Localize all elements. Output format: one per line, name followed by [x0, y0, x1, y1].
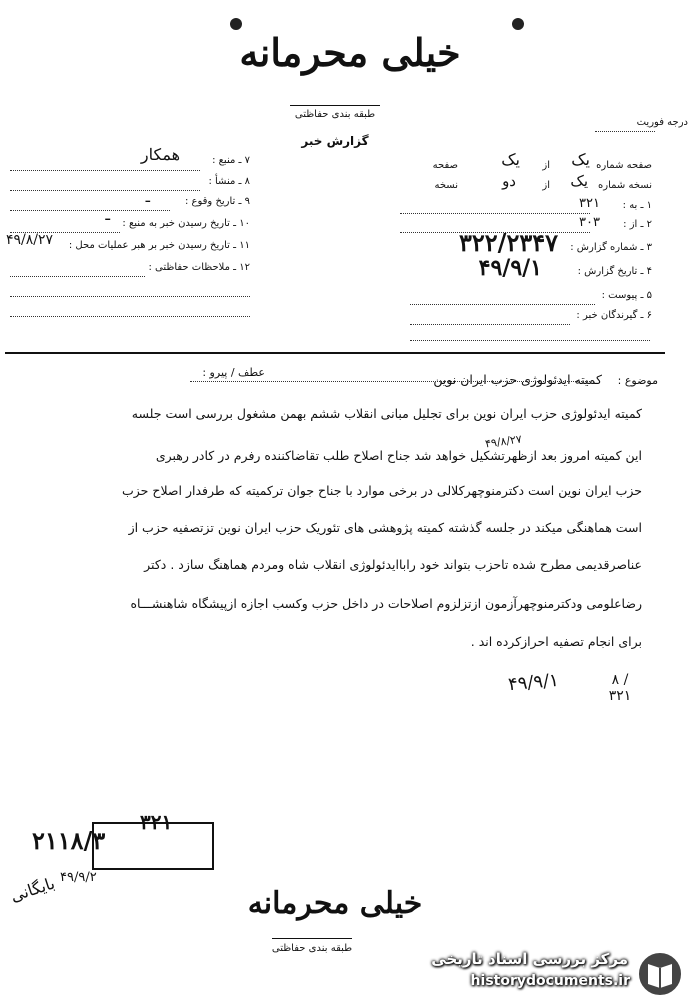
watermark-url: historydocuments.ir [470, 973, 630, 989]
body-line-3: حزب ایران نوین است دکترمنوچهرکلالی در برخی موارد با جناح جوان ترکمیته که طرفدار اصلاح حزب [122, 483, 642, 498]
stamp-bottom: ۴۹/۹/۲ [60, 870, 97, 885]
recipients-label: ۶ ـ گیرندگان خبر : [576, 310, 652, 321]
classification-label: طبقه بندی حفاظتی [294, 109, 376, 120]
body-line-7: برای انجام تصفیه احرازکرده اند . [470, 634, 642, 649]
page-of-value: یک [501, 150, 520, 169]
report-date-label: ۴ ـ تاریخ گزارش : [577, 266, 652, 277]
watermark-name: مرکز بررسی اسناد تاریخی [431, 950, 628, 968]
report-number-label: ۳ ـ شماره گزارش : [570, 242, 652, 253]
handwritten-note: ۴۹/۸/۲۷ [484, 432, 523, 451]
footer-classification-title: خیلی محرمانه [247, 886, 423, 921]
security-notes-label: ۱۲ ـ ملاحظات حفاظتی : [148, 262, 250, 273]
copy-number-label: نسخه شماره [598, 180, 652, 191]
subject-text: کمیته ایدئولوژی حزب ایران نوین [433, 372, 602, 387]
occurrence-date-label: ۹ ـ تاریخ وقوع : [184, 196, 250, 207]
receipt-source-label: ۱۰ ـ تاریخ رسیدن خبر به منبع : [122, 218, 250, 229]
classification-title: خیلی محرمانه [239, 30, 461, 75]
subject-label: موضوع : [617, 374, 658, 387]
body-line-2: این کمیته امروز بعد ازظهرتشکیل خواهد شد جناح اصلاح طلب تقاضاکننده رفرم در کادر رهبری [155, 448, 642, 463]
report-number-value: ۳۲۲/۲۳۴۷ [459, 228, 558, 257]
attachment-label: ۵ ـ پیوست : [601, 290, 652, 301]
report-title: گزارش خبر [301, 134, 369, 148]
punch-hole-icon [230, 18, 242, 30]
body-line-1: کمیته ایدئولوژی حزب ایران نوین برای تجلیل مبانی انقلاب ششم بهمن مشغول بررسی است جلسه [131, 406, 642, 421]
urgency-label: درجه فوریت [636, 117, 688, 128]
occurrence-date-value: ـ [145, 188, 150, 206]
footer-classification-label: طبقه بندی حفاظتی [271, 943, 353, 954]
copy-unit: نسخه [434, 180, 458, 191]
page-unit: صفحه [432, 160, 458, 171]
copy-of-label: از [542, 180, 550, 191]
punch-hole-icon [512, 18, 524, 30]
receipt-ops-value: ۴۹/۸/۲۷ [6, 232, 54, 248]
copy-of-value: دو [502, 172, 516, 190]
source-label: ۷ ـ منبع : [212, 155, 250, 166]
receipt-ops-label: ۱۱ ـ تاریخ رسیدن خبر بر هبر عملیات محل : [68, 240, 250, 251]
to-label: ۱ ـ به : [622, 200, 652, 211]
handwritten-date: ۴۹/۹/۱ [507, 669, 560, 696]
page-number-label: صفحه شماره [596, 160, 652, 171]
origin-label: ۸ ـ منشأ : [208, 176, 250, 187]
source-value: همکار [140, 145, 180, 164]
report-date-value: ۴۹/۹/۱ [478, 255, 542, 281]
page-number-value: یک [571, 150, 590, 169]
signature: بایگانی [8, 873, 58, 906]
to-value: ۳۲۱ [579, 196, 600, 211]
section-divider [5, 352, 665, 354]
from-label: ۲ ـ از : [623, 219, 652, 230]
stamp-top: ۳۲۱ [140, 810, 173, 834]
body-line-4: است هماهنگی میکند در جلسه گذشته کمیته پژوهشی های تئوریک حزب ایران نوین تزتصفیه حزب از [128, 520, 642, 535]
divider [290, 105, 380, 106]
page-of-label: از [542, 160, 550, 171]
handwritten-number: ۸ / ۳۲۱ [608, 672, 632, 704]
from-value: ۳۰۳ [579, 215, 600, 230]
body-line-6: رضاعلومی ودکترمنوچهرآزمون ازتزلزوم اصلاحات در داخل حزب وکسب اجازه ازپیشگاه شاهنشـــاه [130, 596, 642, 611]
reference-label: عطف / پیرو : [202, 366, 265, 379]
body-line-5: عناصرقدیمی مطرح شده تاحزب بتواند خود راباایدئولوژی انقلاب شاه ومردم هماهنگ سازد . دکتر [144, 557, 642, 572]
stamp-middle: ۲۱۱۸/۳ [32, 826, 106, 855]
copy-number-value: یک [570, 172, 588, 190]
book-logo-icon [636, 950, 684, 998]
receipt-source-value: ـ [105, 205, 110, 224]
